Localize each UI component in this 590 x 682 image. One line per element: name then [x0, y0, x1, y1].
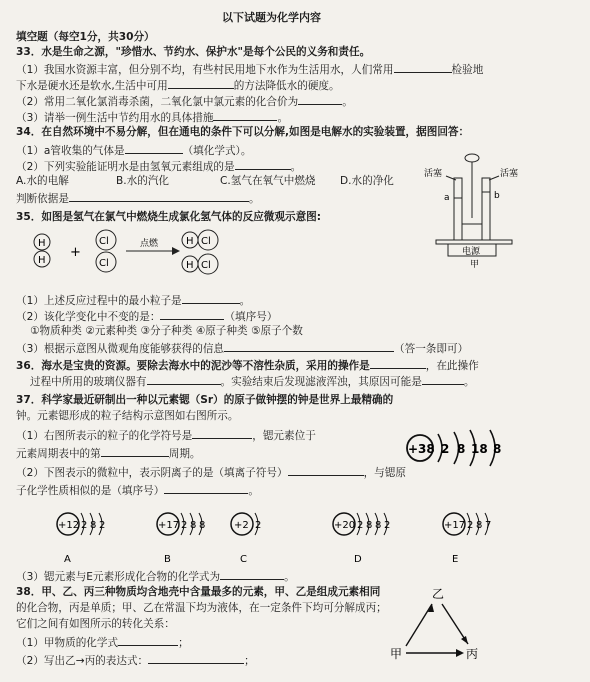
q35-part1-end: 。	[239, 295, 251, 307]
q37-part1-cont	[16, 447, 201, 460]
q34-basis-text: 判断依据是	[16, 193, 69, 205]
h-symbol: H	[186, 236, 194, 247]
particle-label: B	[164, 554, 171, 565]
h-symbol: H	[186, 260, 194, 271]
electron-count: 7	[485, 520, 492, 531]
particle-label: C	[240, 554, 247, 565]
answer-blank[interactable]	[192, 429, 252, 439]
answer-blank[interactable]	[160, 310, 224, 320]
q37-part3-end: 。	[284, 571, 295, 583]
electron-count: 8	[366, 520, 373, 531]
arrow-head-icon	[172, 247, 180, 255]
tube-label-a: a	[444, 193, 450, 203]
cl-symbol: Cl	[201, 236, 211, 247]
particle-a	[57, 513, 105, 565]
cl-symbol: Cl	[99, 236, 109, 247]
q37-part1c-text: 元素周期表中的第	[16, 448, 101, 460]
valve-label-left: 活塞	[424, 169, 443, 179]
sr-electron-count: 8	[457, 442, 466, 456]
q37-part2	[16, 466, 406, 479]
particle-label: E	[452, 554, 459, 565]
q38-part2	[16, 654, 255, 667]
electron-count: 8	[375, 520, 382, 531]
q33-part2-text: （2）常用二氧化氯消毒杀菌，二氧化氯中氯元素的化合价为	[16, 96, 299, 108]
figure-label-jia: 甲	[470, 260, 480, 268]
particle-label: A	[64, 554, 71, 565]
answer-blank[interactable]	[370, 359, 426, 369]
answer-blank[interactable]	[422, 375, 464, 385]
q38-part1-end: ；	[178, 637, 189, 649]
q34-part1-text: （1）a管收集的气体是	[16, 145, 125, 157]
q38-part1	[16, 636, 189, 649]
q38-part1-text: （1）甲物质的化学式	[16, 637, 119, 649]
q34-stem: 34．在自然环境中不易分解，但在通电的条件下可以分解,如图是电解水的实验装置，据图回答：	[16, 126, 470, 138]
electron-count: 8	[90, 520, 97, 531]
answer-blank[interactable]	[182, 294, 240, 304]
q37-part2-text: （2）下图表示的微粒中，表示阴离子的是（填离子符号）	[16, 467, 288, 479]
node-yi: 乙	[432, 587, 445, 601]
nucleus-charge: +17	[158, 520, 180, 531]
q35-part1-text: （1）上述反应过程中的最小粒子是	[16, 295, 182, 307]
q38-stem-cont: 的化合物，丙是单质；甲、乙在常温下均为液体，在一定条件下均可分解成丙；	[16, 602, 387, 614]
sr-electron-count: 8	[493, 442, 502, 456]
nucleus-charge: +12	[58, 520, 80, 531]
answer-blank[interactable]	[235, 160, 291, 170]
q37-part2d-text: 。	[248, 485, 259, 497]
q36-line2-mid: 。实验结束后发现滤液浑浊，其原因可能是	[220, 376, 422, 388]
q37-part3	[16, 570, 295, 583]
electron-count: 2	[357, 520, 364, 531]
q36-line2-end: 。	[463, 376, 475, 388]
answer-blank[interactable]	[147, 375, 221, 385]
reaction-condition: 点燃	[140, 239, 159, 249]
reservoir-bulb	[465, 154, 479, 162]
sr-atom-structure	[402, 428, 512, 470]
cl-symbol: Cl	[201, 260, 211, 271]
q37-stem-cont: 钟。元素锶形成的粒子结构示意图如右图所示。	[16, 410, 239, 422]
answer-blank[interactable]	[125, 144, 183, 154]
electron-count: 2	[99, 520, 106, 531]
q33-part1c-text: 下水是硬水还是软水,生活中可用	[16, 80, 168, 92]
answer-blank[interactable]	[118, 636, 178, 646]
answer-blank[interactable]	[224, 342, 394, 352]
nucleus-charge: +2	[234, 520, 249, 531]
q36-line2	[30, 375, 474, 388]
answer-blank[interactable]	[101, 447, 169, 457]
q35-part1	[16, 294, 250, 307]
arrow-head-icon	[461, 636, 468, 644]
sr-nucleus-charge: +38	[408, 442, 435, 456]
q35-part3	[16, 342, 468, 355]
q37-part1	[16, 429, 316, 442]
section-heading: 填空题（每空1分，共30分）	[16, 31, 155, 43]
q33-part3-end: 。	[277, 112, 289, 124]
q34-basis-end: 。	[248, 193, 260, 205]
arrow-jia-to-yi	[406, 604, 432, 646]
q33-part1d-text: 的方法降低水的硬度。	[233, 80, 340, 92]
q37-part2-cont	[16, 484, 259, 497]
q33-part1-tail: 检验地	[451, 64, 484, 76]
q33-part3-text: （3）请举一例生活中节约用水的具体措施	[16, 112, 214, 124]
particle-b	[157, 513, 205, 565]
sr-electron-count: 2	[441, 442, 450, 456]
q34-basis	[16, 192, 260, 205]
q37-part1-tail: ，锶元素位于	[252, 430, 316, 442]
tube-label-b: b	[494, 191, 500, 201]
q33-part2-end: 。	[342, 96, 353, 108]
q33-part1-cont	[16, 79, 340, 92]
electron-count: 8	[199, 520, 206, 531]
answer-blank[interactable]	[164, 484, 248, 494]
cl-symbol: Cl	[99, 258, 109, 269]
q34-option-b: B.水的汽化	[116, 175, 170, 187]
q38-stem: 38．甲、乙、丙三种物质均含地壳中含量最多的元素，甲、乙是组成元素相同	[16, 586, 381, 598]
q34-option-a: A.水的电解	[16, 175, 69, 187]
q34-part2-end: 。	[290, 161, 302, 173]
particle-d	[333, 513, 390, 565]
tube-b	[482, 178, 490, 240]
nucleus-charge: +20	[334, 520, 356, 531]
electron-count: 2	[384, 520, 391, 531]
q37-part1d-text: 周期。	[168, 448, 201, 460]
q37-part1-text: （1）右图所表示的粒子的化学符号是	[16, 430, 193, 442]
q34-part1-end: （填化学式）。	[182, 145, 252, 157]
answer-blank[interactable]	[288, 466, 364, 476]
q33-part1	[16, 63, 483, 76]
valve-label-right: 活塞	[500, 169, 519, 179]
particle-c	[231, 513, 261, 565]
q34-part2	[16, 160, 301, 173]
electron-count: 2	[181, 520, 188, 531]
h-symbol: H	[38, 238, 46, 249]
q35-choices: ①物质种类 ②元素种类 ③分子种类 ④原子种类 ⑤原子个数	[30, 325, 303, 337]
q38-part2-text: （2）写出乙→丙的表达式：	[16, 655, 149, 667]
sr-electron-count: 18	[471, 442, 488, 456]
q37-stem: 37．科学家最近研制出一种以元素锶（Sr）的原子做钟摆的钟是世界上最精确的	[16, 394, 394, 406]
q36-stem: 36．海水是宝贵的资源。要除去海水中的泥沙等不溶性杂质，采用的操作是	[16, 360, 370, 372]
particle-e	[443, 513, 491, 565]
particle-label: D	[354, 554, 362, 565]
answer-blank[interactable]	[168, 79, 234, 89]
q34-option-c: C.氢气在氧气中燃烧	[220, 175, 316, 187]
arrow-head-icon	[456, 649, 464, 657]
q38-stem-cont2: 它们之间有如图所示的转化关系：	[16, 618, 175, 630]
q38-part2-end: ；	[244, 655, 255, 667]
q33-part3	[16, 111, 288, 124]
node-jia: 甲	[390, 647, 403, 661]
q34-part2-text: （2）下列实验能证明水是由氢氧元素组成的是	[16, 161, 235, 173]
electron-count: 2	[467, 520, 474, 531]
node-bing: 丙	[466, 647, 479, 661]
q36-line1	[16, 359, 479, 372]
q37-part3-text: （3）锶元素与E元素形成化合物的化学式为	[16, 571, 221, 583]
electron-count: 8	[476, 520, 483, 531]
stand-base	[436, 240, 512, 244]
q35-part3-text: （3）根据示意图从微观角度能够获得的信息	[16, 343, 225, 355]
plus-sign: +	[70, 245, 81, 260]
answer-blank[interactable]	[394, 63, 452, 73]
electron-count: 2	[81, 520, 88, 531]
answer-blank[interactable]	[148, 654, 244, 664]
q35-part2-end: （填序号）	[224, 311, 278, 323]
q33-part2	[16, 95, 353, 108]
q34-option-d: D.水的净化	[340, 175, 394, 187]
answer-blank[interactable]	[69, 192, 249, 202]
q35-part3-end: （答一条即可）	[394, 343, 469, 355]
nucleus-charge: +17	[444, 520, 466, 531]
q33-part1-text: （1）我国水资源丰富，但分别不均，有些村民用地下水作为生活用水，人们常用	[16, 64, 394, 76]
q37-part2-tail: ，与锶原	[363, 467, 406, 479]
particle-structures-row	[50, 508, 520, 568]
electron-count: 2	[255, 520, 262, 531]
q35-part2	[16, 310, 277, 323]
q33-stem: 33．水是生命之源，"珍惜水、节约水、保护水"是每个公民的义务和责任。	[16, 46, 371, 58]
q34-part1	[16, 144, 251, 157]
answer-blank[interactable]	[213, 111, 277, 121]
power-label: 电源	[462, 247, 481, 257]
reaction-micro-diagram	[28, 226, 248, 280]
q36-line2-text: 过程中所用的玻璃仪器有	[30, 376, 147, 388]
q35-stem: 35．如图是氢气在氯气中燃烧生成氯化氢气体的反应微观示意图:	[16, 211, 322, 223]
h-symbol: H	[38, 255, 46, 266]
electrolysis-apparatus-figure	[420, 148, 530, 268]
q37-part2c-text: 子化学性质相似的是（填序号）	[16, 485, 165, 497]
answer-blank[interactable]	[220, 570, 284, 580]
page-title: 以下试题为化学内容	[222, 11, 321, 24]
q35-part2-text: （2）该化学变化中不变的是：	[16, 311, 161, 323]
tube-a	[454, 178, 462, 240]
answer-blank[interactable]	[298, 95, 342, 105]
q36-line1-end: ，在此操作	[425, 360, 479, 372]
electron-count: 8	[190, 520, 197, 531]
conversion-triangle-diagram	[388, 586, 498, 666]
